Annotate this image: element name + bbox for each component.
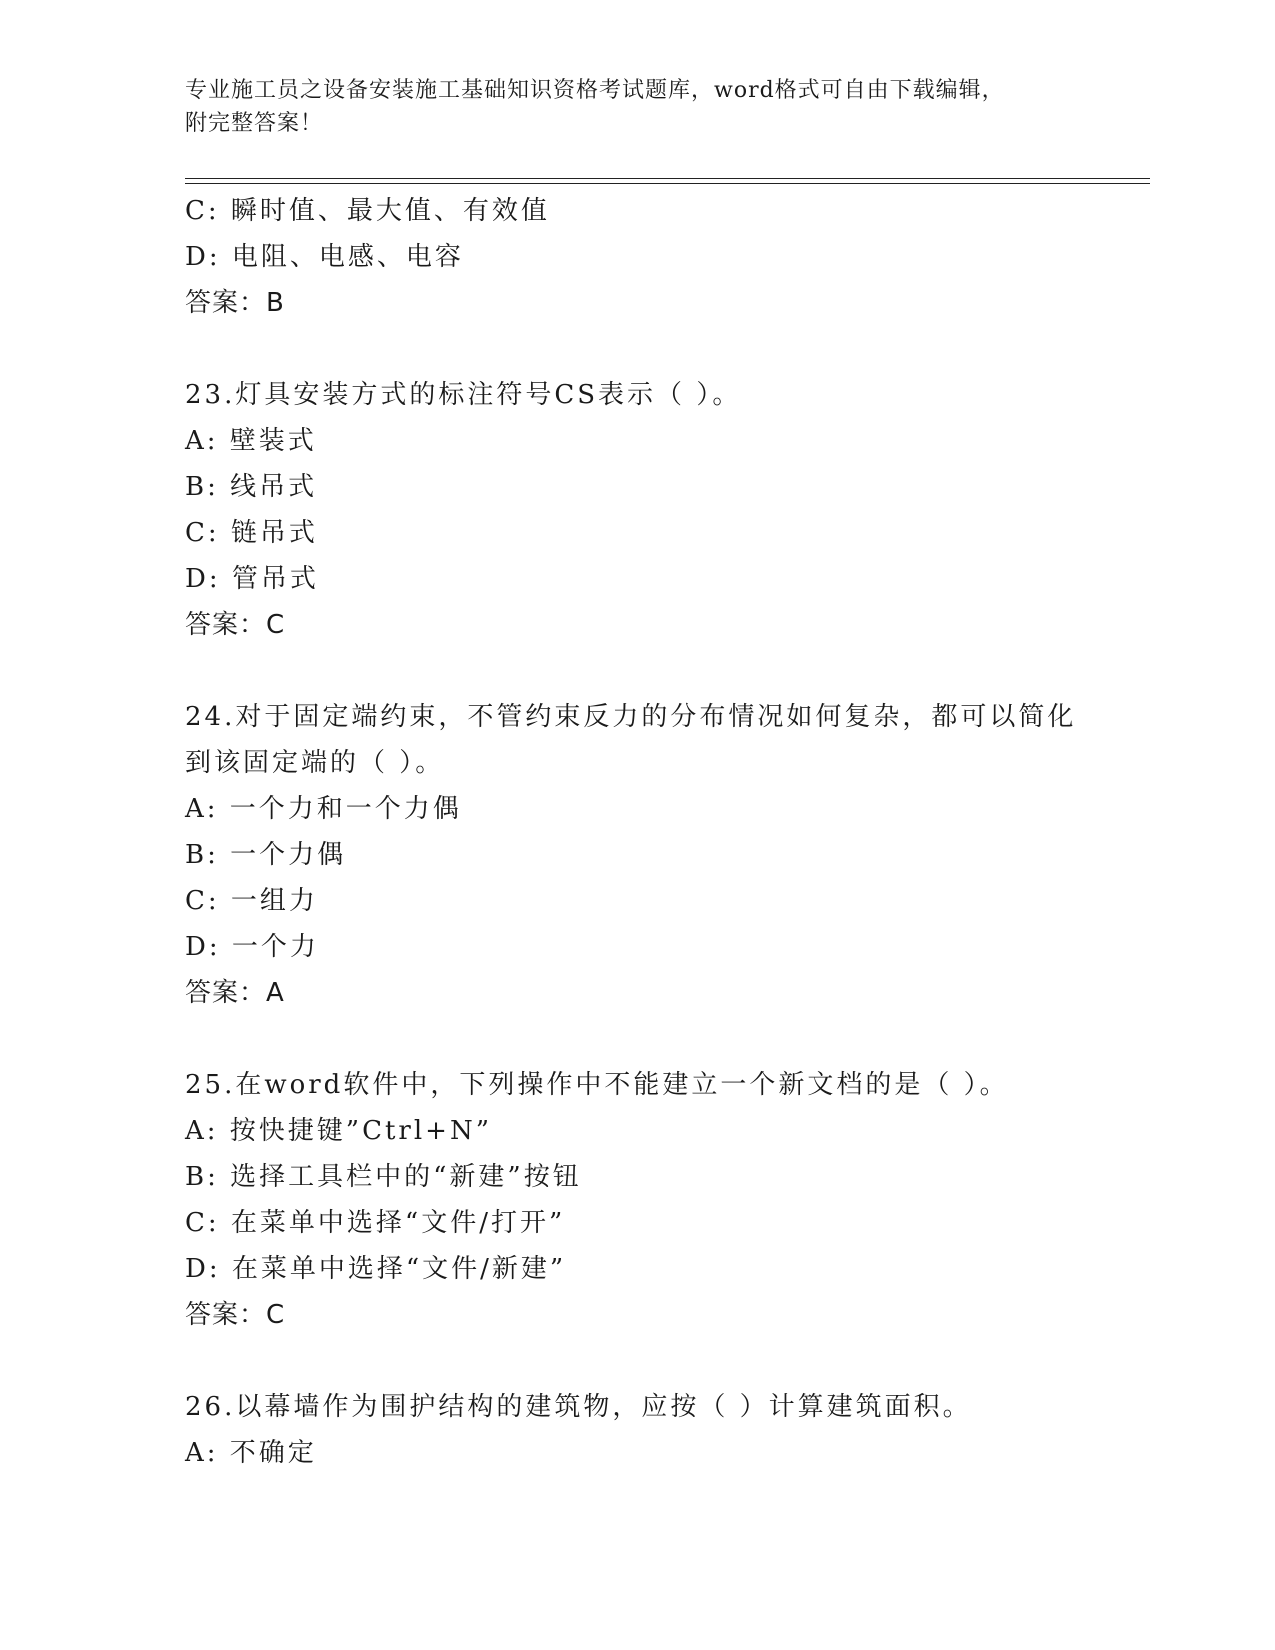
option-d: D: 在菜单中选择“文件/新建” — [185, 1254, 567, 1284]
header-divider-top — [185, 178, 1150, 179]
option-b: B: 线吊式 — [185, 472, 318, 502]
answer-line: 答案：A — [185, 978, 285, 1008]
document-header — [185, 74, 1085, 140]
option-c: C: 一组力 — [185, 886, 318, 916]
question-stem: 25.在word软件中，下列操作中不能建立一个新文档的是（ ）。 — [185, 1070, 1009, 1100]
header-divider-bottom — [185, 183, 1150, 184]
answer-line: 答案：C — [185, 1300, 286, 1330]
question-24 — [185, 694, 1085, 1016]
question-stem-continued: 到该固定端的（ ）。 — [185, 748, 445, 778]
option-c: C: 在菜单中选择“文件/打开” — [185, 1208, 566, 1238]
option-a: A: 不确定 — [185, 1438, 317, 1468]
option-d: D: 一个力 — [185, 932, 319, 962]
question-25 — [185, 1062, 1085, 1338]
option-a: A: 壁装式 — [185, 426, 317, 456]
option-b: B: 一个力偶 — [185, 840, 347, 870]
spacer — [185, 1338, 1085, 1384]
spacer — [185, 1016, 1085, 1062]
question-26 — [185, 1384, 1085, 1476]
header-title-line-1: 专业施工员之设备安装施工基础知识资格考试题库，word格式可自由下载编辑， — [185, 78, 1005, 103]
question-stem: 23.灯具安装方式的标注符号CS表示（ ）。 — [185, 380, 742, 410]
option-a: A: 按快捷键”Ctrl+N” — [185, 1116, 493, 1146]
answer-line: 答案：C — [185, 610, 286, 640]
option-c: C: 瞬时值、最大值、有效值 — [185, 196, 550, 226]
question-stem: 24.对于固定端约束，不管约束反力的分布情况如何复杂，都可以简化 — [185, 702, 1077, 732]
option-b: B: 选择工具栏中的“新建”按钮 — [185, 1162, 582, 1192]
question-fragment — [185, 188, 1085, 326]
spacer — [185, 326, 1085, 372]
header-title-line-2: 附完整答案！ — [185, 111, 324, 136]
question-list — [185, 188, 1085, 1476]
answer-line: 答案：B — [185, 288, 285, 318]
spacer — [185, 648, 1085, 694]
option-c: C: 链吊式 — [185, 518, 318, 548]
question-23 — [185, 372, 1085, 648]
option-d: D: 管吊式 — [185, 564, 319, 594]
question-stem: 26.以幕墙作为围护结构的建筑物，应按（ ）计算建筑面积。 — [185, 1392, 972, 1422]
option-d: D: 电阻、电感、电容 — [185, 242, 464, 272]
option-a: A: 一个力和一个力偶 — [185, 794, 462, 824]
